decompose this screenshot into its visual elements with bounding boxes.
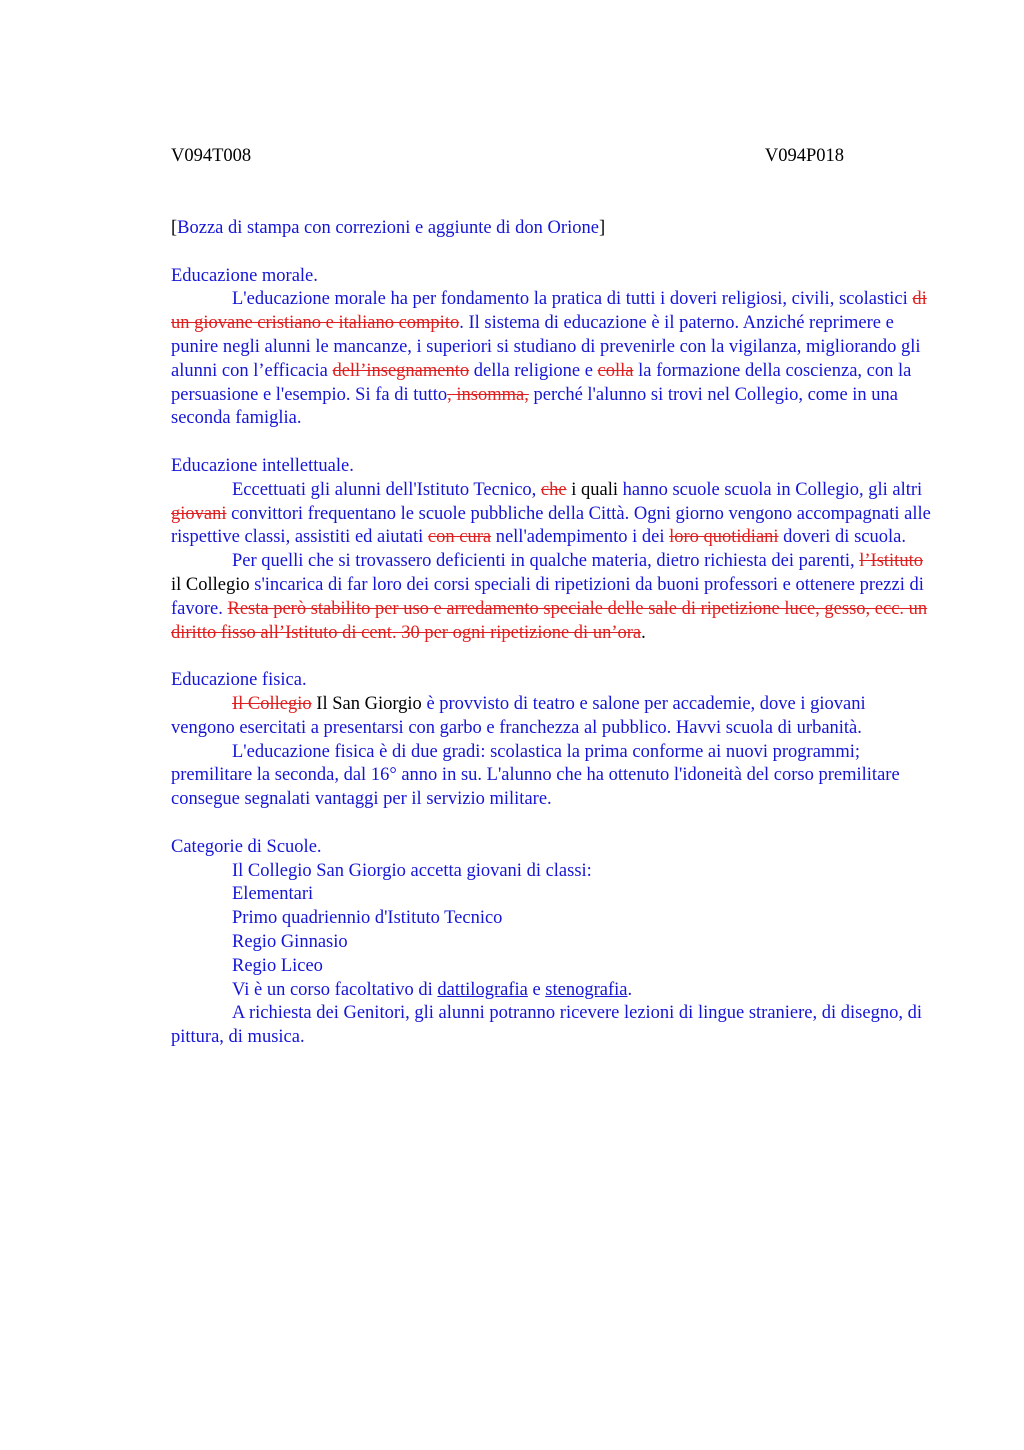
note-text: Bozza di stampa con correzioni e aggiunte di don Orione bbox=[177, 218, 599, 238]
deleted-text: con cura bbox=[427, 527, 492, 548]
heading-morale: Educazione morale. bbox=[171, 265, 318, 286]
text-run: doveri di scuola. bbox=[778, 527, 906, 548]
text-run: convittori frequentano le scuole pubbliche della Città. Ogni giorno vengono accompagnati alle rispettive classi, assistiti ed aiutati bbox=[171, 503, 931, 548]
deleted-text: giovani bbox=[171, 503, 227, 524]
added-text: Il San Giorgio bbox=[311, 693, 422, 714]
note-open-bracket: [ bbox=[171, 218, 178, 238]
list-item: Primo quadriennio d'Istituto Tecnico bbox=[232, 908, 503, 929]
underlined-text: stenografia bbox=[545, 979, 628, 1000]
text-run: s'incarica di far loro dei corsi speciali di ripetizioni da buoni professori e ottenere prezzi di favore. bbox=[171, 574, 924, 619]
text-run: Eccettuati gli alunni dell'Istituto Tecnico, bbox=[232, 479, 541, 500]
editorial-note bbox=[171, 217, 931, 241]
section-categorie bbox=[171, 836, 931, 1050]
paragraph-fisica-2: L'educazione fisica è di due gradi: scolastica la prima conforme ai nuovi programmi; premilitare la seconda, dal 16° anno in su. L'alunno che ha ottenuto l'idoneità del corso premilitare consegue segnalati vantaggi per il servizio militare. bbox=[171, 741, 900, 810]
deleted-text: Il Collegio bbox=[232, 693, 312, 714]
text-run: Per quelli che si trovassero deficienti in qualche materia, dietro richiesta dei parenti, bbox=[232, 551, 860, 572]
deleted-text: che bbox=[540, 479, 567, 500]
categorie-intro: Il Collegio San Giorgio accetta giovani di classi: bbox=[232, 860, 592, 881]
text-run: della religione e bbox=[469, 360, 598, 381]
deleted-text: di un giovane cristiano e italiano compito bbox=[171, 289, 927, 334]
paragraph-intellettuale-2 bbox=[171, 550, 931, 645]
list-item: Elementari bbox=[232, 884, 314, 905]
underlined-text: dattilografia bbox=[437, 979, 528, 1000]
text-run: L'educazione morale ha per fondamento la pratica di tutti i doveri religiosi, civili, scolastici bbox=[232, 289, 913, 310]
paragraph-fisica-1 bbox=[171, 693, 931, 741]
text-run: . bbox=[641, 622, 646, 643]
header-codes bbox=[171, 146, 931, 170]
text-run: hanno scuole scuola in Collegio, gli altri bbox=[618, 479, 923, 500]
section-morale bbox=[171, 265, 931, 432]
document-code-left: V094T008 bbox=[171, 146, 252, 166]
deleted-text: colla bbox=[597, 360, 634, 381]
section-intellettuale bbox=[171, 455, 931, 645]
document-page bbox=[171, 146, 931, 1050]
paragraph-morale bbox=[171, 288, 931, 431]
heading-fisica: Educazione fisica. bbox=[171, 670, 307, 691]
text-run: Vi è un corso facoltativo di bbox=[232, 979, 438, 1000]
note-close-bracket: ] bbox=[598, 218, 606, 238]
text-run: . Il sistema di educazione è il paterno. Anziché reprimere e punire negli alunni le mancanze, i superiori si studiano di prevenirle con la vigilanza, migliorando gli alunni con l’efficacia bbox=[171, 313, 921, 381]
list-item: Regio Liceo bbox=[232, 955, 323, 976]
deleted-text: l’Istituto bbox=[859, 551, 923, 572]
text-run: e bbox=[527, 979, 546, 1000]
paragraph-intellettuale-1 bbox=[171, 479, 931, 550]
heading-categorie: Categorie di Scuole. bbox=[171, 836, 322, 857]
added-text: il Collegio bbox=[171, 574, 250, 595]
deleted-text: , insomma, bbox=[447, 384, 529, 405]
heading-intellettuale: Educazione intellettuale. bbox=[171, 455, 354, 476]
paragraph-lingue: A richiesta dei Genitori, gli alunni potranno ricevere lezioni di lingue straniere, di disegno, di pittura, di musica. bbox=[171, 1003, 922, 1048]
text-run: . bbox=[627, 979, 633, 1000]
deleted-text: dell’insegnamento bbox=[332, 360, 470, 381]
text-run: la formazione della coscienza, con la persuasione e l'esempio. Si fa di tutto bbox=[171, 360, 912, 405]
deleted-text: loro quotidiani bbox=[669, 527, 779, 548]
section-fisica bbox=[171, 669, 931, 812]
added-text: i quali bbox=[566, 479, 618, 500]
deleted-text: Resta però stabilito per uso e arredamento speciale delle sale di ripetizione luce, gesso, ecc. un diritto fisso all’Istituto di cent. 30 per ogni ripetizione di un’ora bbox=[171, 598, 928, 643]
text-run: perché l'alunno si trovi nel Collegio, come in una seconda famiglia. bbox=[171, 384, 899, 429]
list-item: Regio Ginnasio bbox=[232, 931, 348, 952]
corso-facoltativo bbox=[171, 979, 931, 1003]
text-run: nell'adempimento i dei bbox=[491, 527, 670, 548]
text-run: è provvisto di teatro e salone per accademie, dove i giovani vengono esercitati a presentarsi con garbo e franchezza al pubblico. Havvi scuola di urbanità. bbox=[171, 693, 866, 738]
document-code-right: V094P018 bbox=[764, 146, 844, 166]
